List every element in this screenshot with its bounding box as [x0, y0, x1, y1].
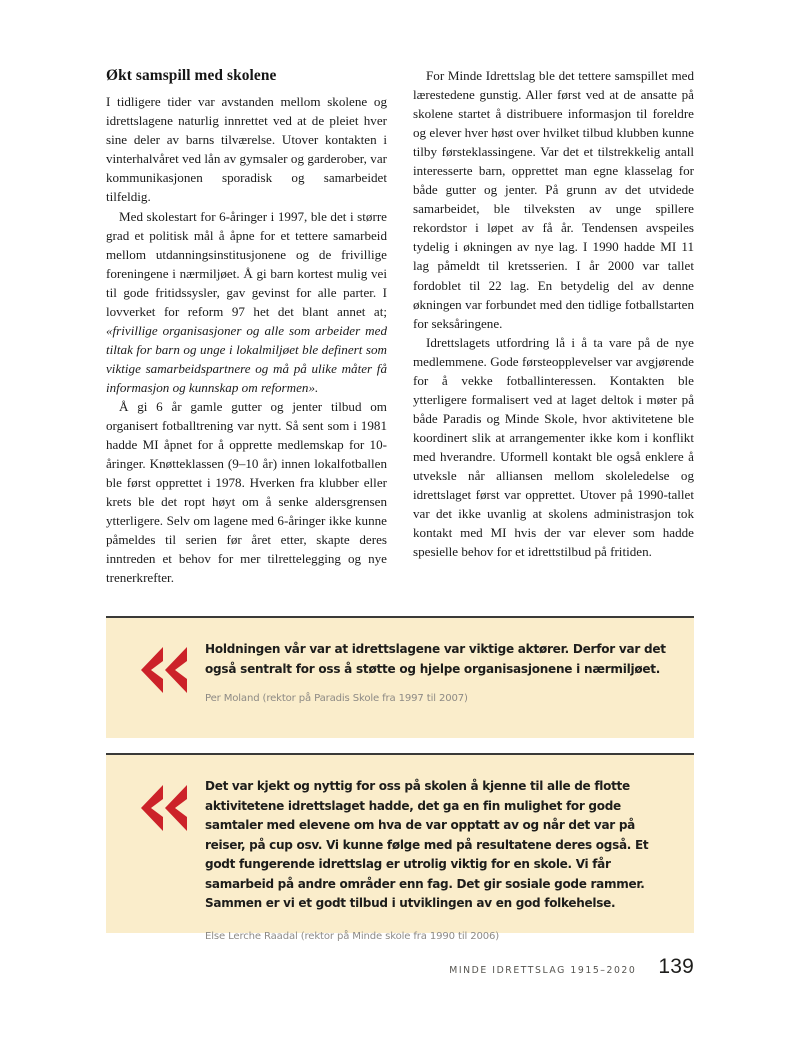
- page-footer: [106, 955, 694, 979]
- left-column: [106, 66, 387, 587]
- pull-quote-2-attribution: Else Lerche Raadal (rektor på Minde skole fra 1990 til 2006): [205, 930, 500, 942]
- paragraph-left-2-lead: Med skolestart for 6-åringer i 1997, ble det i større grad et politisk mål å åpne for et tettere samarbeid mellom utdanningsinstitusjonene og de frivillige foreningene i nærmiljøet. Å gi barn kortest mulig vei til gode fritidssysler, gav gevinst for alle parter. I lovverket for reform 97 het det blant annet at;: [106, 208, 387, 319]
- reform-quote-italic: «frivillige organisasjoner og alle som arbeider med tiltak for barn og unge i lokalmiljøet ble definert som viktige samarbeidspartnere og må på ulike måter få informasjon og kunnskap om reformen».: [106, 322, 387, 395]
- double-chevron-left-icon: [139, 784, 191, 832]
- pull-quote-1-text: Holdningen vår var at idrettslagene var viktige aktører. Derfor var det også sentralt for oss å støtte og hjelpe organisasjonene i nærmiljøet.: [205, 642, 666, 676]
- paragraph-right-1: For Minde Idrettslag ble det tettere samspillet med lærestedene gunstig. Aller først ved at de ansatte på skolene startet å distribuere informasjon til foreldre og elever hver høst over hvilket tilbud klubben kunne tilby førsteklassingene. Var det et tilstrekkelig antall interesserte barn, opprettet man egne klasselag for både gutter og jenter. På grunn av det utvidede samarbeidet, ble tilveksten av unge spillere rekordstor i løpet av få år. Tendensen avspeiles tydelig i økningen av nye lag. I 1990 hadde MI 11 lag påmeldt til kretsserien. I år 2000 var tallet fordoblet til 22 lag. En betydelig del av denne økningen var forbundet med den tidlige fotballstarten for seksåringene.: [413, 68, 694, 331]
- paragraph-left-2: [106, 207, 387, 397]
- footer-running-title: MINDE IDRETTSLAG 1915–2020: [449, 965, 637, 976]
- pull-quote-box-2: [106, 753, 694, 942]
- article-columns: [106, 66, 694, 587]
- pull-quote-1-body: [191, 640, 668, 704]
- double-chevron-left-icon: [139, 646, 191, 694]
- page-title: Økt samspill med skolene: [106, 67, 277, 84]
- pull-quote-1-inner: [106, 618, 694, 704]
- paragraph-right-2: Idrettslagets utfordring lå i å ta vare på de nye medlemmene. Gode førsteopplevelser var avgjørende for å vekke fotballinteressen. Kontakten ble ytterligere formalisert ved at laget deltok i møter på både Paradis og Minde Skole, hvor aktivitetene ble koordinert slik at arrangementer ikke kom i konflikt med hverandre. Uformell kontakt ble også enklere å utveksle når alliansen mellom skoleledelse og idrettslaget først var opprettet. Utover på 1990-tallet var det ikke uvanlig at skolens administrasjon tok kontakt med MI hvis der var elever som hadde spesielle behov for et idrettstilbud på fritiden.: [413, 334, 694, 560]
- pull-quote-2-text: Det var kjekt og nyttig for oss på skolen å kjenne til alle de flotte aktivitetene idrettslaget hadde, det ga en fin mulighet for gode samtaler med elevene om hva de var opptatt av og når det var på reiser, på cup osv. Vi kunne følge med på resultatene deres også. Et godt fungerende idrettslag er utrolig viktig for en skole. Vi får samarbeid på andre områder enn fag. Det gir sosiale gode rammer. Sammen er vi et godt tilbud i utviklingen av en god folkehelse.: [205, 779, 649, 911]
- pull-quote-2-body: [191, 777, 668, 942]
- right-column: [413, 66, 694, 587]
- page-number: 139: [658, 955, 694, 978]
- paragraph-left-1: I tidligere tider var avstanden mellom skolene og idrettslagene naturlig innrettet ved at de pleiet hver sine deler av barns tilværelse. Utover kontakten i vinterhalvåret ved lån av gymsaler og garderober, var kommunikasjonen sporadisk og samarbeidet tilfeldig.: [106, 94, 387, 205]
- paragraph-left-3: Å gi 6 år gamle gutter og jenter tilbud om organisert fotballtrening var nytt. Så sent som i 1981 hadde MI åpnet for å opprette medlemskap for 10-åringer. Knøtteklassen (9–10 år) innen lokalfotballen ble først opprettet i 1978. Hverken fra klubber eller krets ble det ropt høyt om å senke aldersgrensen ytterligere. Selv om lagene med 6-åringer ikke kunne påmeldes til serien før året etter, skapte deres inntreden et behov for mer tilrettelegging og nye trenerkrefter.: [106, 399, 387, 586]
- pull-quote-box-1: [106, 616, 694, 738]
- pull-quote-2-inner: [106, 755, 694, 942]
- pull-quote-1-attribution: Per Moland (rektor på Paradis Skole fra 1997 til 2007): [205, 693, 468, 705]
